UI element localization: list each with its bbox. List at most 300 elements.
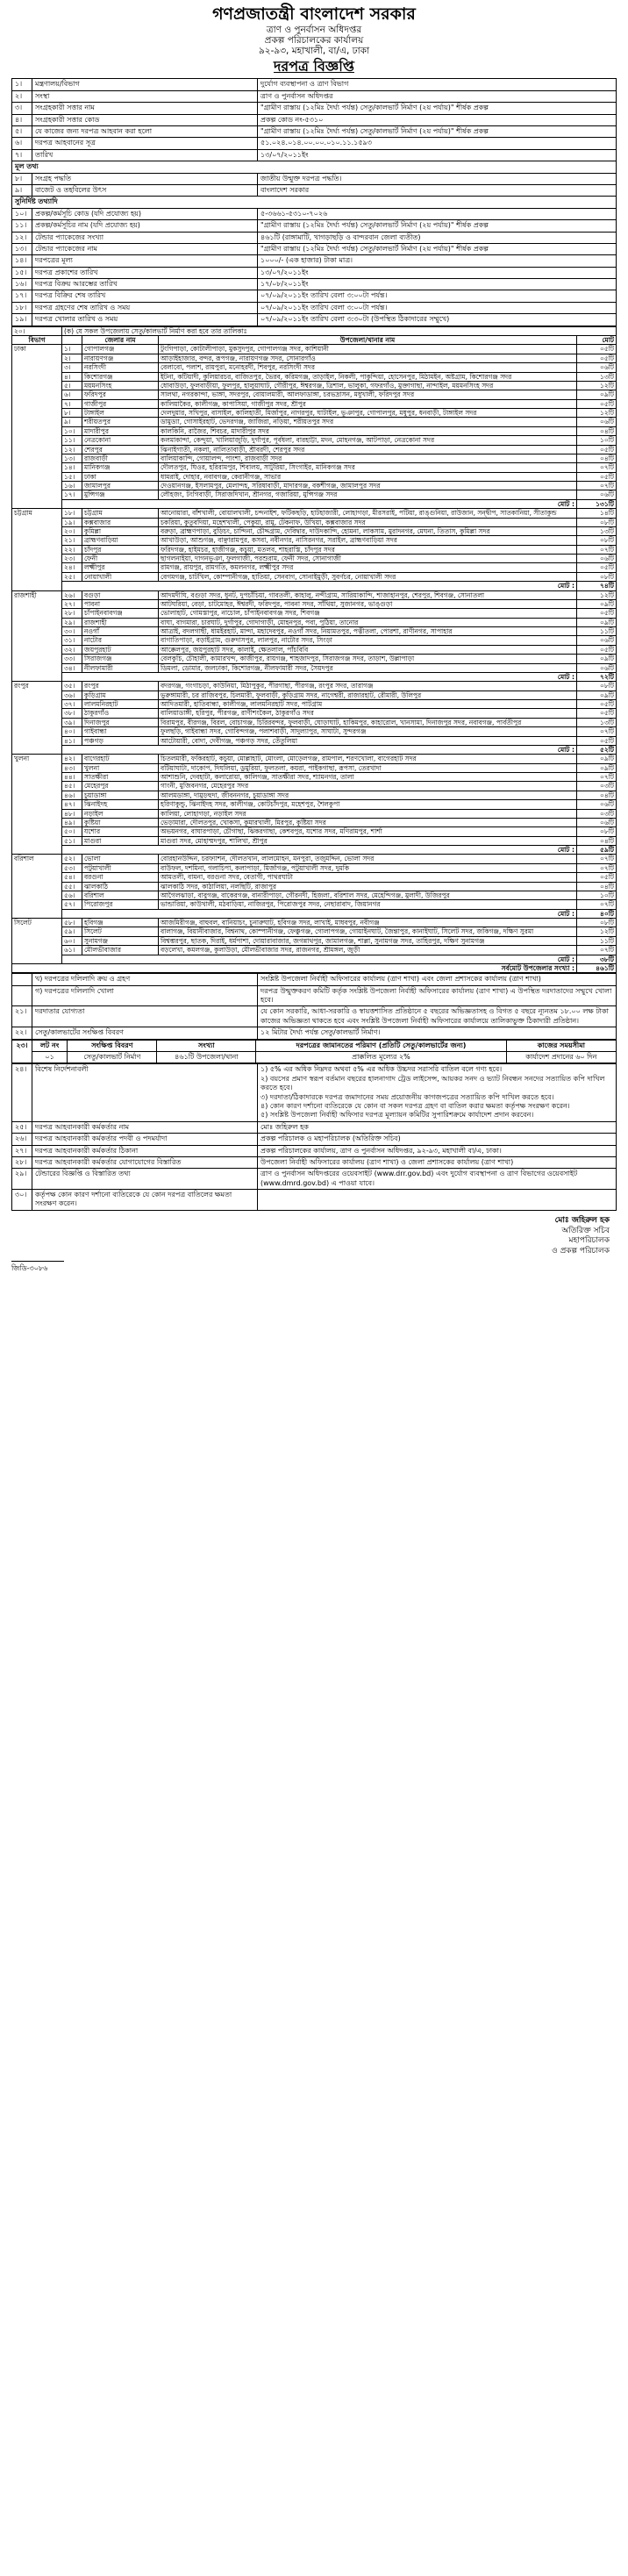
upazila-list: মাগুরা সদর, মোহাম্মদপুর, শালিখা, শ্রীপুর (159, 836, 577, 845)
special-table (11, 1063, 617, 1210)
row-label: টেন্ডার প্যাকেজের সংখ্যা (32, 232, 258, 243)
upazila-list: চকরিয়া, কুতুবদিয়া, মহেশখালী, পেকুয়া, রামু, টেকনাফ, উখিয়া, কক্সবাজার সদর (159, 518, 577, 526)
row-number: ২৮। (12, 1156, 32, 1168)
district-name: টাঙ্গাইল (82, 409, 159, 418)
upazila-count: ০৯টি (577, 618, 617, 626)
upazila-count: ১৩টি (577, 372, 617, 381)
district-number: ২৪। (62, 563, 82, 572)
info-row (12, 90, 617, 102)
special-item: ৩) দরদাতা/ঠিকাদারকে দরপত্র জমাদানের সময় প্রয়োজনীয় কাগজপত্রের সত্যায়িত কপি দাখিল করতে হবে। (260, 1092, 554, 1101)
info-row (12, 184, 617, 196)
row-number: ২০। (12, 326, 62, 335)
upazila-count: ০৫টি (577, 354, 617, 362)
row-number: ১। (12, 79, 32, 90)
district-name: নাটোর (82, 636, 159, 645)
district-number: ২৬। (62, 590, 82, 599)
district-number: ১৪। (62, 463, 82, 472)
district-row (12, 381, 617, 390)
district-row (12, 927, 617, 936)
district-name: নারায়ণগঞ্জ (82, 354, 159, 362)
note-row (12, 974, 617, 985)
district-number: ৫৫। (62, 882, 82, 891)
upazila-list: বড়লেখা, কমলগঞ্জ, কুলাউড়া, মৌলভীবাজার সদর, রাজনগর, শ্রীমঙ্গল, জুড়ী (159, 946, 577, 955)
upazila-list: ভান্ডারিয়া, কাউখালী, মঠবাড়িয়া, নাজিরপুর, পিরোজপুর সদর, নেছারাবাদ, জিয়ানগর (159, 900, 577, 909)
district-name: নরসিংদী (82, 363, 159, 372)
upazila-table (11, 326, 617, 974)
notes-table (11, 973, 617, 1039)
row-label: দরদাতার যোগ্যতা (32, 1006, 258, 1027)
info-row (12, 302, 617, 313)
office-name: প্রকল্প পরিচালকের কার্যালয় (264, 34, 364, 46)
upazila-list: কালিয়া, লোহাগড়া, নড়াইল সদর (159, 809, 577, 818)
signatory-title: মহাপরিচালক (568, 1236, 610, 1246)
district-row (12, 645, 617, 654)
lot-table (11, 1040, 617, 1064)
district-name: হবিগঞ্জ (82, 919, 159, 927)
upazila-list: বালিয়াডাঙ্গী, হরিপুর, পীরগঞ্জ, রাণীশংকৈল, ঠাকুরগাঁও সদর (159, 709, 577, 718)
district-name: মাগুরা (82, 836, 159, 845)
district-name: রাজবাড়ী (82, 454, 159, 462)
upazila-count: ১১টি (577, 627, 617, 636)
district-number: ৫৬। (62, 891, 82, 899)
row-value: বাংলাদেশ সরকার (258, 184, 617, 196)
district-number: ৫৩। (62, 863, 82, 872)
upazila-list: আত্রাই, বদলগাছী, ধামইরহাট, মান্দা, মহাদেবপুর, নওগাঁ সদর, নিয়ামতপুর, পত্নীতলা, পোরশা, রাণীনগর, সাপাহার (159, 627, 577, 636)
upazila-count: ০৫টি (577, 345, 617, 354)
row-value: ১২ মিটার দৈর্ঘ্য পর্যন্ত সেতু/কালভার্ট নির্মাণ। (258, 1027, 617, 1039)
district-row (12, 891, 617, 899)
district-number: ৮। (62, 409, 82, 418)
district-number: ৩৫। (62, 682, 82, 691)
district-number: ২১। (62, 536, 82, 545)
subtotal-value: ৩৮টি (577, 955, 617, 963)
district-row (12, 563, 617, 572)
district-row (12, 445, 617, 454)
district-name: ঠাকুরগাঁও (82, 709, 159, 718)
district-row (12, 919, 617, 927)
district-number: ৩। (62, 363, 82, 372)
district-row (12, 818, 617, 826)
info-row (12, 290, 617, 302)
subtotal-value: ৪০টি (577, 909, 617, 918)
district-name: ময়মনসিংহ (82, 381, 159, 390)
row-value: ০৭/০৯/২০১১ইং তারিখ বেলা ৩:৩০টা (উপস্থিত ঠিকাদারের সম্মুখে) (258, 314, 617, 326)
upazila-count: ১৪টি (577, 509, 617, 518)
upazila-list: গাংনী, মুজিবনগর, মেহেরপুর সদর (159, 782, 577, 791)
district-number: ৪৪। (62, 773, 82, 782)
upazila-count: ০৬টি (577, 800, 617, 809)
section-title: সুনির্দিষ্ট তথ্যাদি (12, 197, 617, 208)
district-number: ৩৮। (62, 709, 82, 718)
row-number: ৩। (12, 103, 32, 114)
district-row (12, 518, 617, 526)
district-number: ১। (62, 345, 82, 354)
upazila-list: ধামরাই, দোহার, নবাবগঞ্জ, কেরানীগঞ্জ, সাভার (159, 472, 577, 481)
upazila-count: ০৫টি (577, 645, 617, 654)
row-value: ৪৬১টি (রাঙ্গামাটি, খাগড়াছড়ি ও বান্দরবান জেলা ব্যতীত) (258, 232, 617, 243)
subtotal-row (12, 672, 617, 681)
row-number: ১৮। (12, 302, 32, 313)
info-row (12, 1121, 617, 1133)
subtotal-value: ১৩১টি (577, 499, 617, 508)
lot-cell: কার্যাদেশ প্রদানের ৬০ দিন (506, 1051, 616, 1063)
district-name: লক্ষ্মীপুর (82, 563, 159, 572)
row-number: ২৩। (12, 1040, 32, 1063)
district-name: গাজীপুর (82, 399, 159, 408)
row-number: ৯। (12, 184, 32, 196)
row-number: ১৫। (12, 267, 32, 278)
district-name: ঝালকাঠি (82, 882, 159, 891)
district-number: ৩০। (62, 627, 82, 636)
subtotal-row (12, 582, 617, 590)
row-value: ১০০০/- (এক হাজার) টাকা মাত্র। (258, 255, 617, 267)
header-total: মোট (577, 336, 617, 345)
district-row (12, 773, 617, 782)
special-item: ২) বয়সের প্রমাণ স্বরূপ বর্তমান বছরের হালনাগাদ ট্রেড লাইসেন্স, আয়কর সনদ ও ভ্যাট নিবন্ধন সনদের সত্যায়িত কপি দাখিল করতে হবে। (260, 1074, 605, 1092)
district-row (12, 555, 617, 563)
district-number: ৪৬। (62, 791, 82, 799)
district-row (12, 609, 617, 618)
division-name: চট্টগ্রাম (12, 509, 62, 590)
district-row (12, 572, 617, 581)
row-value: উপজেলা নির্বাহী অফিসারের কার্যালয় (ত্রাণ শাখা) ও জেলা প্রশাসকের কার্যালয় (ত্রাণ শাখা) (258, 1156, 617, 1168)
upazila-list: দেওয়ানগঞ্জ, ইসলামপুর, মেলান্দহ, সরিষাবাড়ী, মাদারগঞ্জ, বকশীগঞ্জ, জামালপুর সদর (159, 482, 577, 490)
district-name: সিলেট (82, 927, 159, 936)
district-row (12, 472, 617, 481)
upazila-list: দৌলতপুর, ঘিওর, হরিরামপুর, শিবালয়, সাটুরিয়া, সিংগাইর, মানিকগঞ্জ সদর (159, 463, 577, 472)
district-row (12, 509, 617, 518)
row-number: ৩০। (12, 1190, 32, 1211)
row-label: প্রকল্প/কর্মসূচির নাম (যদি প্রযোজ্য হয়) (32, 220, 258, 232)
special-label: বিশেষ নির্দেশনাবলী (32, 1064, 258, 1121)
district-row (12, 863, 617, 872)
subtotal-label: মোট : (62, 672, 577, 681)
district-name: নওগাঁ (82, 627, 159, 636)
district-number: ৪। (62, 372, 82, 381)
district-row (12, 855, 617, 863)
district-row (12, 709, 617, 718)
district-number: ১৫। (62, 472, 82, 481)
upazila-count: ০৮টি (577, 682, 617, 691)
info-row (12, 232, 617, 243)
district-row (12, 399, 617, 408)
upazila-count: ১৩টি (577, 718, 617, 726)
upazila-list: আড়াইহাজার, বন্দর, রূপগঞ্জ, নারায়ণগঞ্জ সদর, সোনারগাঁও (159, 354, 577, 362)
district-number: ৫৮। (62, 919, 82, 927)
grand-total-row (12, 963, 617, 972)
district-number: ৪৯। (62, 818, 82, 826)
office-address: ৯২-৯৩, মহাখালী, বা/এ, ঢাকা (258, 45, 370, 56)
district-number: ৬। (62, 390, 82, 399)
district-row (12, 354, 617, 362)
row-value: ত্রাণ ও পুনর্বাসন অধিদপ্তরের ওয়েবসাইট (www.drr.gov.bd) এবং দুর্যোগ ব্যবস্থাপনা ও ত্রাণ বিভাগের ওয়েবসাইট (www.dmrd.gov.bd) এ পাওয়া যাবে। (258, 1169, 617, 1190)
lot-header-row (12, 1040, 617, 1051)
upazila-count: ০৬টি (577, 363, 617, 372)
section-row (12, 197, 617, 208)
notice-header (11, 5, 617, 75)
upazila-count: ০৪টি (577, 454, 617, 462)
district-name: পিরোজপুর (82, 900, 159, 909)
row-label: সংগ্রহকারী সত্তার কোড (32, 114, 258, 125)
district-row (12, 873, 617, 882)
district-name: ঢাকা (82, 472, 159, 481)
upazila-count: ০৭টি (577, 463, 617, 472)
district-name: সুনামগঞ্জ (82, 936, 159, 945)
special-item: ৫) সংশ্লিষ্ট উপজেলা নির্বাহী অফিসার দরপত্র মূল্যায়ন কমিটির সুপারিশক্রমে কার্যাদেশ প্রদান করবেন। (260, 1111, 534, 1120)
district-name: মাদারীপুর (82, 426, 159, 435)
info-row (12, 220, 617, 232)
signatory-name: মোঃ জহিরুল হক (554, 1215, 610, 1225)
upazila-list: বদরগঞ্জ, গংগাচড়া, কাউনিয়া, মিঠাপুকুর, পীরগাছা, পীরগঞ্জ, রংপুর সদর, তারাগঞ্জ (159, 682, 577, 691)
upazila-count: ০৫টি (577, 609, 617, 618)
upazila-list: আদমদীঘি, বগুড়া সদর, ধুনট, দুপচাঁচিয়া, গাবতলী, কাহালু, নন্দীগ্রাম, সারিয়াকান্দি, শাজাহানপুর, শেরপুর, শিবগঞ্জ, সোনাতলা (159, 590, 577, 599)
info-row (12, 1027, 617, 1039)
row-value: জাতীয় উন্মুক্ত দরপত্র পদ্ধতি। (258, 173, 617, 184)
district-row (12, 590, 617, 599)
district-row (12, 727, 617, 736)
district-row (12, 809, 617, 818)
info-row (12, 125, 617, 137)
district-name: কক্সবাজার (82, 518, 159, 526)
upazila-count: ০৮টি (577, 518, 617, 526)
district-name: দিনাজপুর (82, 718, 159, 726)
note-value: দরপত্র উন্মুক্তকরণ কমিটি কর্তৃক সংশ্লিষ্ট উপজেলা নির্বাহী অফিসারের কার্যালয় (ত্রাণ শাখা) এ উপস্থিত দরদাতাদের সম্মুখে খোলা হবে। (258, 985, 617, 1006)
lot-cell: প্রাক্কলিত মূল্যের ২% (256, 1051, 506, 1063)
row-value: ত্রাণ ও পুনর্বাসন অধিদপ্তর (258, 90, 617, 102)
info-row (12, 279, 617, 290)
upazila-list: বটিয়াঘাটা, দাকোপ, দিঘলিয়া, ডুমুরিয়া, ফুলতলা, কয়রা, পাইকগাছা, রূপসা, তেরখাদা (159, 763, 577, 772)
upazila-count: ০৬টি (577, 663, 617, 672)
district-row (12, 900, 617, 909)
district-row (12, 454, 617, 462)
row-number: ২। (12, 90, 32, 102)
district-number: ৪৩। (62, 763, 82, 772)
district-name: কুড়িগ্রাম (82, 691, 159, 699)
upazila-list: বাঘা, বাগমারা, চারঘাট, দুর্গাপুর, গোদাগাড়ী, মোহনপুর, পবা, পুঠিয়া, তানোর (159, 618, 577, 626)
row-number: ১৭। (12, 290, 32, 302)
upazila-count: ০৭টি (577, 946, 617, 955)
row-number: ২৪। (12, 1064, 32, 1121)
info-row (12, 79, 617, 90)
upazila-count: ০৪টি (577, 882, 617, 891)
upazila-count: ০৬টি (577, 490, 617, 499)
signature-block (11, 1216, 617, 1257)
upazila-count: ১০টি (577, 436, 617, 445)
district-number: ৫। (62, 381, 82, 390)
row-label: কর্তৃপক্ষ কোন কারণ দর্শানো ব্যতিরেকে যে কোন দরপত্র বাতিলের ক্ষমতা সংরক্ষণ করেন। (32, 1190, 258, 1211)
row-number (12, 974, 32, 985)
row-label: টেন্ডারের বিজ্ঞপ্তি ও বিস্তারিত তথ্য (32, 1169, 258, 1190)
info-row (12, 267, 617, 278)
district-row (12, 763, 617, 772)
info-row (12, 1134, 617, 1145)
district-name: শরীয়তপুর (82, 418, 159, 426)
upazila-list: ইটনা, কটিয়াদী, কুলিয়ারচর, বাজিতপুর, ভৈরব, করিমগঞ্জ, তাড়াইল, নিকলী, পাকুন্দিয়া, হোসেনপুর, মিঠামইন, অষ্টগ্রাম, কিশোরগঞ্জ সদর (159, 372, 577, 381)
district-number: ৩৪। (62, 663, 82, 672)
upazila-count: ০৭টি (577, 482, 617, 490)
lot-row (12, 1051, 617, 1063)
table20-intro-row (12, 326, 617, 335)
subtotal-value: ৭৪টি (577, 582, 617, 590)
upazila-count: ০৮টি (577, 827, 617, 836)
upazila-count: ০৮টি (577, 536, 617, 545)
row-number: ২৭। (12, 1145, 32, 1156)
district-row (12, 800, 617, 809)
upazila-list: বেলকুচি, চৌহালী, কামারখন্দ, কাজীপুর, রায়গঞ্জ, শাহজাদপুর, সিরাজগঞ্জ সদর, তাড়াশ, উল্লাপাড়া (159, 655, 577, 663)
district-row (12, 526, 617, 535)
upazila-count: ০৩টি (577, 809, 617, 818)
upazila-count: ০৭টি (577, 545, 617, 554)
upazila-count: ০৫টি (577, 700, 617, 709)
row-label: টেন্ডার প্যাকেজের নাম (32, 243, 258, 254)
upazila-count: ০৯টি (577, 755, 617, 763)
district-name: চাঁপাইনবাবগঞ্জ (82, 609, 159, 618)
district-name: নীলফামারী (82, 663, 159, 672)
district-name: চট্টগ্রাম (82, 509, 159, 518)
row-label: সংগ্রহ পদ্ধতি (32, 173, 258, 184)
district-number: ৩১। (62, 636, 82, 645)
district-name: নেত্রকোনা (82, 436, 159, 445)
row-label: দরপত্র আহবানকারী কর্মকর্তার যোগাযোগের বিস্তারিত (32, 1156, 258, 1168)
upazila-list: ভুরুঙ্গামারী, চর রাজিবপুর, চিলমারী, ফুলবাড়ী, কুড়িগ্রাম সদর, নাগেশ্বরী, রাজারহাট, রৌমারী, উলিপুর (159, 691, 577, 699)
district-number: ১৬। (62, 482, 82, 490)
district-number: ২০। (62, 526, 82, 535)
upazila-list: আজমিরীগঞ্জ, বাহুবল, বানিয়াচং, চুনারুঘাট, হবিগঞ্জ সদর, লাখাই, মাধবপুর, নবীগঞ্জ (159, 919, 577, 927)
upazila-list: ছাগলনাইয়া, দাগনভূঞা, ফুলগাজী, পরশুরাম, ফেনী সদর, সোনাগাজী (159, 555, 577, 563)
info-row (12, 1006, 617, 1027)
upazila-count: ০৭টি (577, 863, 617, 872)
district-row (12, 599, 617, 608)
district-number: ১৩। (62, 454, 82, 462)
district-name: পঞ্চগড় (82, 736, 159, 745)
district-number: ৪৭। (62, 800, 82, 809)
upazila-count: ০৬টি (577, 636, 617, 645)
district-name: বরিশাল (82, 891, 159, 899)
lot-header: দরপত্রের জামানতের পরিমাণ (প্রতিটি সেতু/কালভার্টের জন্য) (256, 1040, 506, 1051)
upazila-list: ফরিদগঞ্জ, হাইমচর, হাজীগঞ্জ, কচুয়া, মতলব, শাহরাস্তি, চাঁদপুর সদর (159, 545, 577, 554)
upazila-count: ০৬টি (577, 818, 617, 826)
district-row (12, 791, 617, 799)
district-row (12, 363, 617, 372)
row-label: দরপত্র খোলার তারিখ ও সময় (32, 314, 258, 326)
lot-header: সংক্ষিপ্ত বিবরণ (68, 1040, 157, 1051)
district-name: মেহেরপুর (82, 782, 159, 791)
upazila-count: ০৬টি (577, 418, 617, 426)
district-row (12, 482, 617, 490)
subtotal-row (12, 909, 617, 918)
district-number: ৩৯। (62, 718, 82, 726)
info-row (12, 103, 617, 114)
district-number: ৫১। (62, 836, 82, 845)
lot-header: সংখ্যা (157, 1040, 256, 1051)
district-number: ১০। (62, 426, 82, 435)
row-number: ৪। (12, 114, 32, 125)
district-name: খুলনা (82, 763, 159, 772)
row-value: "গ্রামীণ রাস্তায় (১২মিঃ দৈর্ঘ্য পর্যন্ত) সেতু/কালভার্ট নির্মাণ (২য় পর্যায়)" শীর্ষক প্রকল্প (258, 220, 617, 232)
district-row (12, 836, 617, 845)
district-name: লালমনিরহাট (82, 700, 159, 709)
district-number: ৫৭। (62, 900, 82, 909)
district-name: ফরিদপুর (82, 390, 159, 399)
row-number: ২৫। (12, 1121, 32, 1133)
info-row (12, 243, 617, 254)
subtotal-value: ৭২টি (577, 672, 617, 681)
district-number: ২৫। (62, 572, 82, 581)
upazila-list: বালাগঞ্জ, বিয়ানীবাজার, বিশ্বনাথ, কোম্পানীগঞ্জ, ফেঞ্চুগঞ্জ, গোলাপগঞ্জ, গোয়াইনঘাট, জৈন্তাপুর, কানাইঘাট, সিলেট সদর, জকিগঞ্জ, দক্ষিণ সুরমা (159, 927, 577, 936)
district-name: গোপালগঞ্জ (82, 345, 159, 354)
upazila-list: লৌহজং, টংগিবাড়ী, সিরাজদিখান, শ্রীনগর, গজারিয়া, মুন্সিগঞ্জ সদর (159, 490, 577, 499)
info-row (12, 1190, 617, 1211)
row-label: দরপত্র আহবানকারী কর্মকর্তার নাম (32, 1121, 258, 1133)
lot-cell: ০১ (32, 1051, 68, 1063)
upazila-count: ০৭টি (577, 855, 617, 863)
subtotal-label: মোট : (62, 846, 577, 855)
district-name: রাজশাহী (82, 618, 159, 626)
row-label: সংগ্রহকারী সত্তার নাম (32, 103, 258, 114)
upazila-list: টুংগিপাড়া, কোটালীপাড়া, মুকসুদপুর, গোপালগঞ্জ সদর, কাশিয়ানী (159, 345, 577, 354)
upazila-count: ০৪টি (577, 791, 617, 799)
district-row (12, 655, 617, 663)
district-number: ৯। (62, 418, 82, 426)
row-value: ০৭/০৯/২০১১ইং তারিখ বেলা ৩:০০টা পর্যন্ত। (258, 290, 617, 302)
upazila-count: ১৩টি (577, 526, 617, 535)
row-label: সংস্থা (32, 90, 258, 102)
upazila-count: ০৮টি (577, 572, 617, 581)
upazila-list: অভয়নগর, বাঘারপাড়া, চৌগাছা, ঝিকরগাছা, কেশবপুর, যশোর সদর, মণিরামপুর, শার্শা (159, 827, 577, 836)
row-value: প্রকল্প পরিচালক ও মহাপরিচালক (অতিরিক্ত সচিব) (258, 1134, 617, 1145)
special-item: ৪) কোন কারণ দর্শানো ব্যতিরেকে যে কোন বা সকল দরপত্র গ্রহণ বা বাতিল করার ক্ষমতা কর্তৃপক্ষ সংরক্ষণ করেন। (260, 1101, 570, 1110)
note-label: গ) দরপত্রের দলিলাদি খোলা (32, 985, 258, 1006)
district-number: ২৮। (62, 609, 82, 618)
upazila-list: আগৈলঝাড়া, বাবুগঞ্জ, বাকেরগঞ্জ, বানারীপাড়া, গৌরনদী, হিজলা, বরিশাল সদর, মেহেন্দিগঞ্জ, মুলাদী, উজিরপুর (159, 891, 577, 899)
upazila-count: ০৯টি (577, 763, 617, 772)
row-number: ১০। (12, 208, 32, 219)
lot-cell: সেতু/কালভার্ট নির্মাণ (68, 1051, 157, 1063)
upazila-list: কলমাকান্দা, কেন্দুয়া, খালিয়াজুড়ি, দুর্গাপুর, পূর্বধলা, বারহাট্টা, মদন, মোহনগঞ্জ, আটপাড়া, নেত্রকোনা সদর (159, 436, 577, 445)
subtotal-row (12, 846, 617, 855)
row-number: ৮। (12, 173, 32, 184)
row-number: ১৪। (12, 255, 32, 267)
section-row (12, 161, 617, 173)
upazila-list: আলমডাঙ্গা, দামুড়হুদা, জীবননগর, চুয়াডাঙ্গা সদর (159, 791, 577, 799)
row-value: "গ্রামীণ রাস্তায় (১২মিঃ দৈর্ঘ্য পর্যন্ত) সেতু/কালভার্ট নির্মাণ (২য় পর্যায়)" শীর্ষক প্রকল্প (258, 125, 617, 137)
row-value: "গ্রামীণ রাস্তায় (১২মিঃ দৈর্ঘ্য পর্যন্ত) সেতু/কালভার্ট নির্মাণ (২য় পর্যায়)" শীর্ষক প্রকল্প (258, 103, 617, 114)
district-number: ২২। (62, 545, 82, 554)
upazila-count: ০৫টি (577, 445, 617, 454)
district-row (12, 946, 617, 955)
district-number: ৪৫। (62, 782, 82, 791)
district-name: জয়পুরহাট (82, 645, 159, 654)
district-number: ৪১। (62, 736, 82, 745)
note-row (12, 985, 617, 1006)
gd-code: জিডি-৩০৮৬ (11, 1261, 64, 1275)
district-row (12, 782, 617, 791)
district-name: বাগেরহাট (82, 755, 159, 763)
district-name: ফেনী (82, 555, 159, 563)
district-number: ১১। (62, 436, 82, 445)
row-value: মোঃ জহিরুল হক (258, 1121, 617, 1133)
district-name: ভোলা (82, 855, 159, 863)
row-label: দরপত্র প্রকাশের তারিখ (32, 267, 258, 278)
district-name: মৌলভীবাজার (82, 946, 159, 955)
section-title: মূল তথ্য (12, 161, 617, 173)
subtotal-label: মোট : (62, 582, 577, 590)
subtotal-label: মোট : (62, 499, 577, 508)
district-number: ৭। (62, 399, 82, 408)
row-value: ৫-৩৬৬১-৫৩১০-৭০২৬ (258, 208, 617, 219)
upazila-count: ০৯টি (577, 390, 617, 399)
district-row (12, 827, 617, 836)
